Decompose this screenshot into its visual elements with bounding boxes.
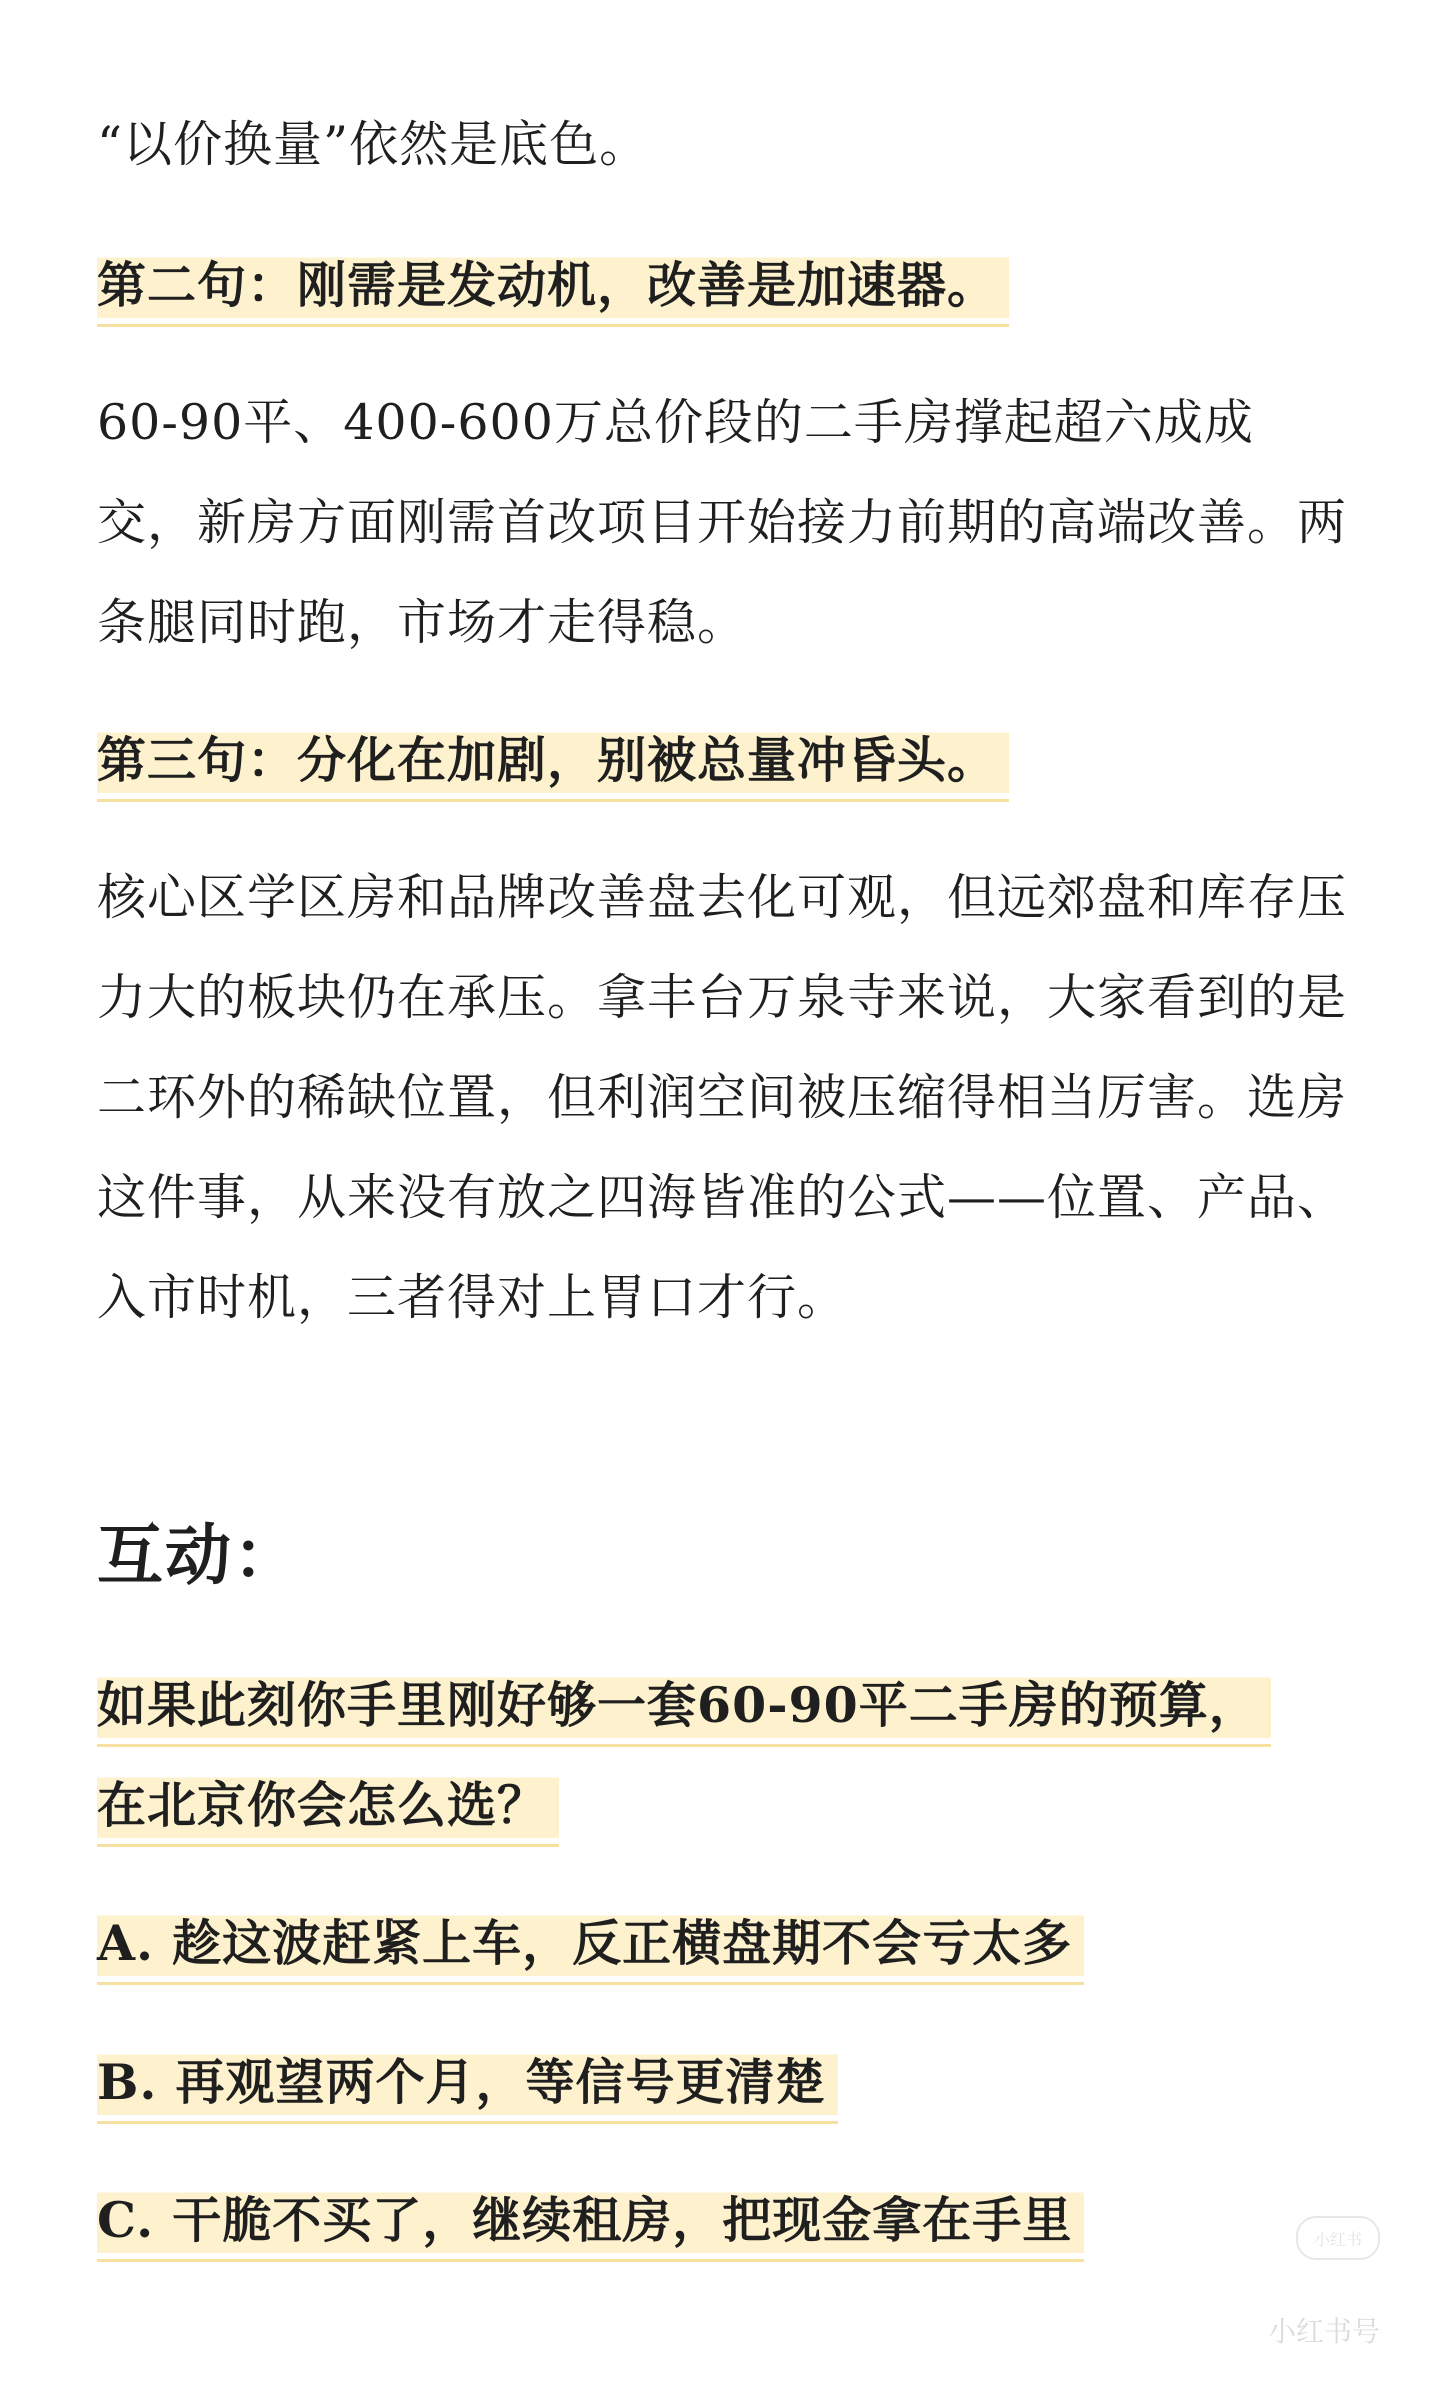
sentence2-title	[97, 235, 1009, 335]
option-a[interactable]	[97, 1893, 1084, 1993]
sentence3-body: 核心区学区房和品牌改善盘去化可观，但远郊盘和库存压力大的板块仍在承压。拿丰台万泉寺来说，大家看到的是二环外的稀缺位置，但利润空间被压缩得相当厉害。选房这件事，从来没有放之四海皆准的公式——位置、产品、入市时机，三者得对上胃口才行。	[97, 869, 1348, 1326]
sentence2-title-highlight: 第二句：刚需是发动机，改善是加速器。	[97, 250, 1009, 327]
option-b[interactable]	[97, 2032, 838, 2132]
sentence3-title-highlight: 第三句：分化在加剧，别被总量冲昏头。	[97, 725, 1009, 802]
watermark	[1267, 2229, 1380, 2350]
interaction-heading: 互动：	[97, 1516, 301, 1594]
question-highlight: 如果此刻你手里刚好够一套60-90平二手房的预算，在北京你会怎么选？	[97, 1670, 1271, 1847]
interaction-question	[97, 1655, 1297, 1855]
option-a-highlight: A. 趁这波赶紧上车，反正横盘期不会亏太多	[97, 1908, 1084, 1985]
watermark-logo-icon: 小红书	[1296, 2216, 1380, 2260]
sentence2-body: 60-90平、400-600万总价段的二手房撑起超六成成交，新房方面刚需首改项目开始接力前期的高端改善。两条腿同时跑，市场才走得稳。	[97, 394, 1348, 651]
option-c-highlight: C. 干脆不买了，继续租房，把现金拿在手里	[97, 2185, 1084, 2262]
intro-line: “以价换量”依然是底色。	[97, 116, 650, 173]
option-c[interactable]	[97, 2170, 1084, 2270]
option-b-highlight: B. 再观望两个月，等信号更清楚	[97, 2047, 838, 2124]
sentence3-title	[97, 710, 1009, 810]
watermark-text: 小红书号	[1267, 2315, 1380, 2348]
